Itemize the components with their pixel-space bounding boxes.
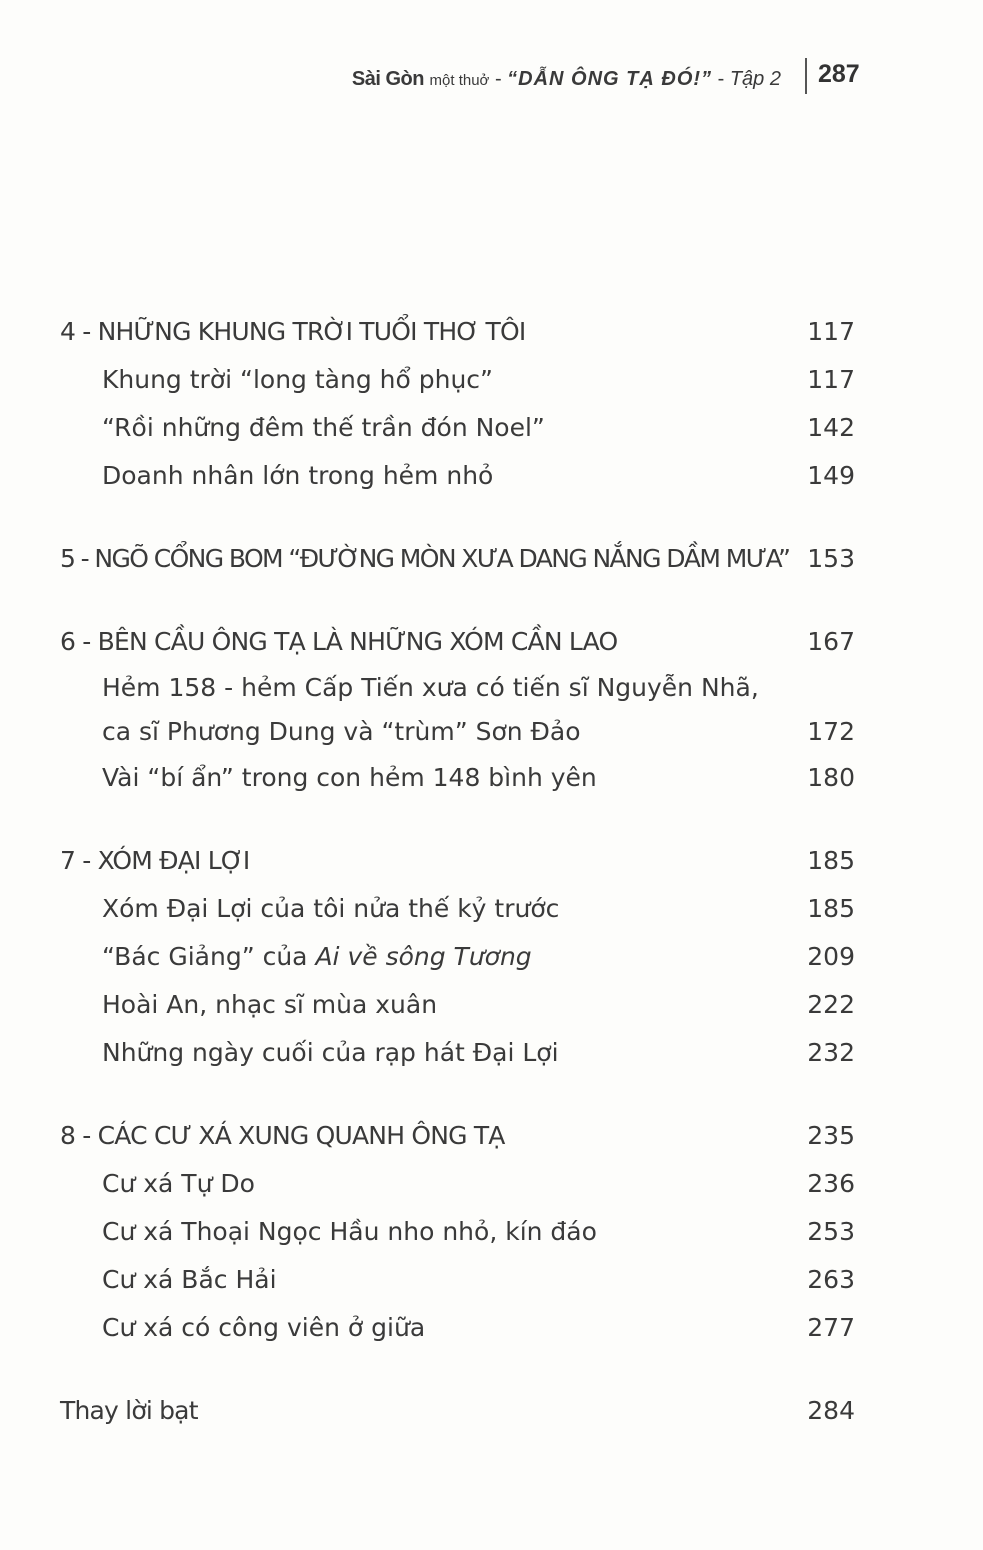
header-brand-sub: một thuở: [429, 72, 490, 89]
toc-entry-title-line: Hẻm 158 - hẻm Cấp Tiến xưa có tiến sĩ Nguyễn Nhã,: [102, 673, 759, 702]
toc-chapter-row: [60, 1112, 855, 1160]
toc-page-number: 142: [807, 413, 855, 442]
toc-page-number: 167: [807, 627, 855, 656]
toc-section-5: [60, 535, 855, 583]
toc-entry-row: [60, 404, 855, 452]
toc-section-4: [60, 308, 855, 500]
toc-chapter-title: 6 - BÊN CẦU ÔNG TẠ LÀ NHỮNG XÓM CẦN LAO: [60, 627, 618, 656]
toc-entry-row: [60, 1160, 855, 1208]
toc-entry-row: [60, 1029, 855, 1077]
toc-section-6: [60, 618, 855, 802]
toc-entry-row: [60, 981, 855, 1029]
toc-entry-title: Xóm Đại Lợi của tôi nửa thế kỷ trước: [102, 894, 560, 923]
toc-entry-title: Những ngày cuối của rạp hát Đại Lợi: [102, 1038, 559, 1067]
header-brand: Sài Gòn: [351, 68, 424, 90]
toc-entry-title: Doanh nhân lớn trong hẻm nhỏ: [102, 461, 494, 490]
table-of-contents: [60, 308, 855, 1470]
toc-entry-row: [60, 885, 855, 933]
header-book-title: “DẪN ÔNG TẠ ĐÓ!”: [507, 68, 713, 90]
toc-page-number: 235: [807, 1121, 855, 1150]
toc-entry-title: Cư xá Bắc Hải: [102, 1265, 277, 1294]
toc-entry-title-plain: “Bác Giảng” của: [102, 942, 316, 971]
header-separator: -: [489, 68, 508, 90]
toc-chapter-row: [60, 1387, 855, 1435]
header-volume-separator: -: [712, 68, 730, 90]
toc-entry-row: [60, 1208, 855, 1256]
toc-page-number: 117: [807, 365, 855, 394]
toc-entry-row: [60, 1256, 855, 1304]
toc-section-7: [60, 837, 855, 1077]
toc-page-number: 284: [807, 1396, 855, 1425]
page-number: 287: [818, 60, 860, 88]
toc-page-number: 209: [807, 942, 855, 971]
toc-page-number: 117: [807, 317, 855, 346]
toc-chapter-title: 4 - NHỮNG KHUNG TRỜI TUỔI THƠ TÔI: [60, 317, 526, 346]
toc-entry-title-italic: Ai về sông Tương: [315, 942, 532, 971]
toc-page-number: 153: [807, 544, 855, 573]
toc-section-8: [60, 1112, 855, 1352]
toc-chapter-row: [60, 535, 855, 583]
toc-chapter-row: [60, 618, 855, 666]
toc-entry-title: “Rồi những đêm thế trần đón Noel”: [102, 413, 545, 442]
header-volume: Tập 2: [729, 68, 781, 90]
toc-entry-title: Cư xá có công viên ở giữa: [102, 1313, 426, 1342]
toc-chapter-title: 5 - NGÕ CỔNG BOM “ĐƯỜNG MÒN XƯA DANG NẮNG DẦM MƯA”: [60, 544, 790, 573]
toc-chapter-title: 8 - CÁC CƯ XÁ XUNG QUANH ÔNG TẠ: [60, 1121, 505, 1150]
toc-entry-title: Hoài An, nhạc sĩ mùa xuân: [102, 990, 438, 1019]
toc-page-number: 180: [807, 763, 855, 792]
toc-entry-title: [102, 666, 759, 754]
toc-entry-row: [60, 754, 855, 802]
toc-entry-title: Khung trời “long tàng hổ phục”: [102, 365, 493, 394]
toc-chapter-row: [60, 837, 855, 885]
toc-entry-title: Vài “bí ẩn” trong con hẻm 148 bình yên: [102, 763, 597, 792]
running-header: [0, 58, 983, 98]
toc-page-number: 149: [807, 461, 855, 490]
toc-chapter-row: [60, 308, 855, 356]
toc-entry-row: [60, 1304, 855, 1352]
toc-entry-row: [60, 356, 855, 404]
toc-page-number: 185: [807, 846, 855, 875]
header-divider: [805, 58, 807, 94]
header-title: [352, 68, 781, 91]
toc-page-number: 277: [807, 1313, 855, 1342]
toc-page-number: 236: [807, 1169, 855, 1198]
toc-entry-row: [60, 452, 855, 500]
toc-chapter-title: 7 - XÓM ĐẠI LỢI: [60, 846, 250, 875]
toc-page-number: 222: [807, 990, 855, 1019]
toc-page-number: 172: [807, 717, 855, 746]
toc-page-number: 263: [807, 1265, 855, 1294]
toc-entry-row: [60, 666, 855, 754]
toc-chapter-title: Thay lời bạt: [60, 1396, 198, 1425]
toc-entry-title: [102, 933, 532, 981]
toc-page-number: 253: [807, 1217, 855, 1246]
toc-entry-title: Cư xá Tự Do: [102, 1169, 255, 1198]
toc-entry-row: [60, 933, 855, 981]
toc-section-afterword: [60, 1387, 855, 1435]
toc-page-number: 185: [807, 894, 855, 923]
toc-entry-title: Cư xá Thoại Ngọc Hầu nho nhỏ, kín đáo: [102, 1217, 597, 1246]
toc-page-number: 232: [807, 1038, 855, 1067]
toc-entry-title-line: ca sĩ Phương Dung và “trùm” Sơn Đảo: [102, 717, 581, 746]
